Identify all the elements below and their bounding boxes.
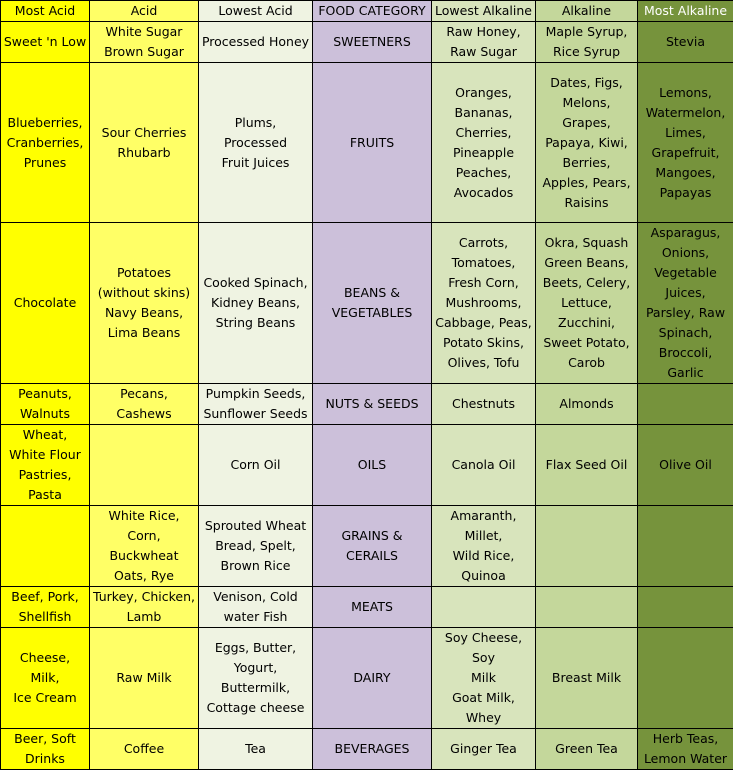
food-cell: Sprouted Wheat Bread, Spelt, Brown Rice bbox=[199, 506, 313, 587]
food-cell: White Rice, Corn, Buckwheat Oats, Rye bbox=[90, 506, 199, 587]
food-cell: Maple Syrup, Rice Syrup bbox=[536, 22, 638, 63]
food-cell: Pecans, Cashews bbox=[90, 384, 199, 425]
food-cell bbox=[638, 587, 733, 628]
food-cell: Dates, Figs, Melons, Grapes, Papaya, Kiwi, Berries, Apples, Pears, Raisins bbox=[536, 63, 638, 223]
food-cell: Almonds bbox=[536, 384, 638, 425]
food-cell bbox=[536, 587, 638, 628]
header-row bbox=[1, 1, 733, 22]
food-cell bbox=[1, 506, 90, 587]
column-header: Most Acid bbox=[1, 1, 90, 22]
table-row bbox=[1, 729, 733, 770]
food-cell: Tea bbox=[199, 729, 313, 770]
food-cell: Herb Teas, Lemon Water bbox=[638, 729, 733, 770]
food-cell: Carrots, Tomatoes, Fresh Corn, Mushrooms, Cabbage, Peas, Potato Skins, Olives, Tofu bbox=[432, 223, 536, 384]
food-cell: Sweet 'n Low bbox=[1, 22, 90, 63]
food-cell: Wheat, White Flour Pastries, Pasta bbox=[1, 425, 90, 506]
food-cell: Stevia bbox=[638, 22, 733, 63]
food-cell: Sour Cherries Rhubarb bbox=[90, 63, 199, 223]
food-cell: Canola Oil bbox=[432, 425, 536, 506]
food-cell: Venison, Cold water Fish bbox=[199, 587, 313, 628]
food-category-cell: FRUITS bbox=[313, 63, 432, 223]
food-cell bbox=[432, 587, 536, 628]
food-cell: Turkey, Chicken, Lamb bbox=[90, 587, 199, 628]
food-cell: Coffee bbox=[90, 729, 199, 770]
food-cell: Lemons, Watermelon, Limes, Grapefruit, Mangoes, Papayas bbox=[638, 63, 733, 223]
food-cell: Breast Milk bbox=[536, 628, 638, 729]
food-cell: Beef, Pork, Shellfish bbox=[1, 587, 90, 628]
food-cell: Beer, Soft Drinks bbox=[1, 729, 90, 770]
food-category-cell: BEVERAGES bbox=[313, 729, 432, 770]
food-cell: Chocolate bbox=[1, 223, 90, 384]
table-row bbox=[1, 628, 733, 729]
food-cell: Green Tea bbox=[536, 729, 638, 770]
food-category-cell: NUTS & SEEDS bbox=[313, 384, 432, 425]
column-header: Acid bbox=[90, 1, 199, 22]
food-cell: Processed Honey bbox=[199, 22, 313, 63]
food-cell bbox=[536, 506, 638, 587]
food-cell bbox=[638, 384, 733, 425]
table-row bbox=[1, 425, 733, 506]
table-row bbox=[1, 506, 733, 587]
table-row bbox=[1, 223, 733, 384]
table-row bbox=[1, 22, 733, 63]
food-cell: Corn Oil bbox=[199, 425, 313, 506]
food-cell bbox=[638, 628, 733, 729]
food-cell: Pumpkin Seeds, Sunflower Seeds bbox=[199, 384, 313, 425]
food-cell: Peanuts, Walnuts bbox=[1, 384, 90, 425]
food-cell: Raw Honey, Raw Sugar bbox=[432, 22, 536, 63]
table-body bbox=[1, 22, 733, 770]
food-category-cell: GRAINS & CERAILS bbox=[313, 506, 432, 587]
food-category-cell: OILS bbox=[313, 425, 432, 506]
food-cell: Amaranth, Millet, Wild Rice, Quinoa bbox=[432, 506, 536, 587]
food-cell: Eggs, Butter, Yogurt, Buttermilk, Cottage cheese bbox=[199, 628, 313, 729]
food-category-cell: MEATS bbox=[313, 587, 432, 628]
table-row bbox=[1, 63, 733, 223]
table-row bbox=[1, 384, 733, 425]
food-cell: Plums, Processed Fruit Juices bbox=[199, 63, 313, 223]
column-header: Alkaline bbox=[536, 1, 638, 22]
food-cell bbox=[638, 506, 733, 587]
food-cell: Raw Milk bbox=[90, 628, 199, 729]
food-category-cell: SWEETNERS bbox=[313, 22, 432, 63]
food-cell: Cheese, Milk, Ice Cream bbox=[1, 628, 90, 729]
column-header: Lowest Acid bbox=[199, 1, 313, 22]
food-cell: Asparagus, Onions, Vegetable Juices, Parsley, Raw Spinach, Broccoli, Garlic bbox=[638, 223, 733, 384]
table-row bbox=[1, 587, 733, 628]
food-cell: Potatoes (without skins) Navy Beans, Lima Beans bbox=[90, 223, 199, 384]
food-cell: Oranges, Bananas, Cherries, Pineapple Peaches, Avocados bbox=[432, 63, 536, 223]
food-cell: Cooked Spinach, Kidney Beans, String Beans bbox=[199, 223, 313, 384]
food-cell bbox=[90, 425, 199, 506]
food-cell: Blueberries, Cranberries, Prunes bbox=[1, 63, 90, 223]
food-cell: White Sugar Brown Sugar bbox=[90, 22, 199, 63]
food-cell: Ginger Tea bbox=[432, 729, 536, 770]
food-cell: Okra, Squash Green Beans, Beets, Celery, Lettuce, Zucchini, Sweet Potato, Carob bbox=[536, 223, 638, 384]
food-category-cell: BEANS & VEGETABLES bbox=[313, 223, 432, 384]
column-header: Lowest Alkaline bbox=[432, 1, 536, 22]
food-cell: Olive Oil bbox=[638, 425, 733, 506]
food-cell: Flax Seed Oil bbox=[536, 425, 638, 506]
food-cell: Soy Cheese, Soy Milk Goat Milk, Whey bbox=[432, 628, 536, 729]
food-cell: Chestnuts bbox=[432, 384, 536, 425]
food-category-cell: DAIRY bbox=[313, 628, 432, 729]
column-header: Most Alkaline bbox=[638, 1, 733, 22]
column-header: FOOD CATEGORY bbox=[313, 1, 432, 22]
